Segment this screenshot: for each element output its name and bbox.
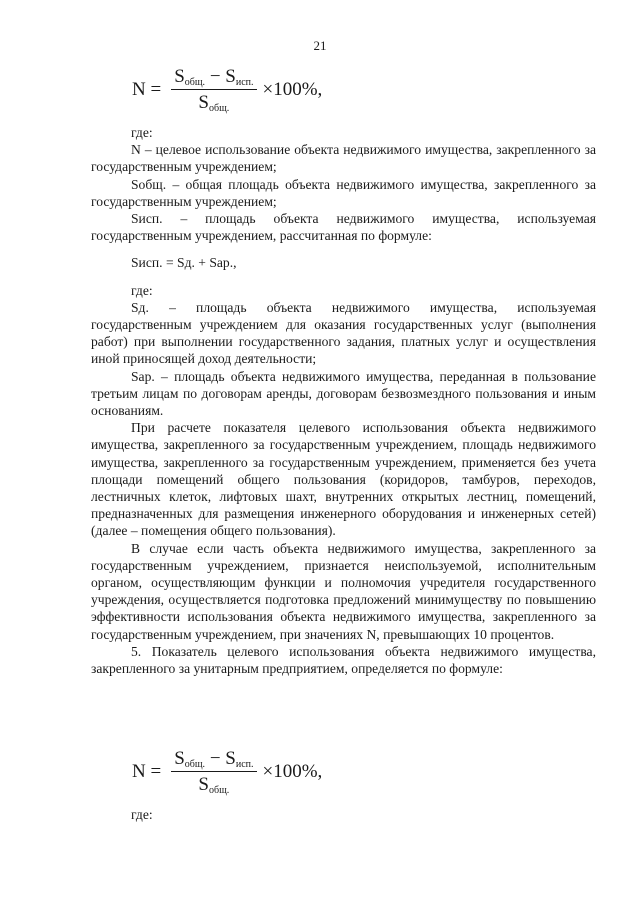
- formula-denominator: $S_{общ.}$: [198, 92, 230, 114]
- text-block-2: [91, 806, 596, 823]
- formula-n-top: [132, 66, 322, 114]
- page-number: 21: [313, 38, 327, 53]
- formula-rhs: ×100%,: [262, 79, 323, 100]
- paragraph: где:: [131, 282, 153, 298]
- paragraph: где:: [131, 125, 153, 140]
- paragraph: 5. Показатель целевого использования объекта недвижимого имущества, закрепленного за унитарным предприятием, определяется по формуле:: [91, 643, 596, 677]
- formula-fraction: [171, 66, 256, 114]
- formula-denominator: $S_{общ.}$: [198, 774, 230, 796]
- formula-rhs: ×100%,: [262, 761, 323, 782]
- formula-numerator: $S_{общ.} - S_{исп.}$: [171, 748, 256, 772]
- paragraph: N – целевое использование объекта недвижимого имущества, закрепленного за государственным учреждением;: [91, 142, 596, 175]
- paragraph: Sар. – площадь объекта недвижимого имущества, переданная в пользование третьим лицам по договорам аренды, договорам безвозмездного пользования и иным основаниям.: [91, 368, 596, 419]
- paragraph: Sд. – площадь объекта недвижимого имущества, используемая государственным учреждением для оказания государственных услуг (выполнения работ) при выполнении государственного задания, платных услуг и осуществления иной приносящей доход деятельности;: [91, 299, 596, 367]
- formula-fraction: [171, 748, 256, 796]
- paragraph: В случае если часть объекта недвижимого имущества, закрепленного за государственным учреждением, признается неиспользуемой, исполнительным органом, осуществляющим функции и полномочия учредителя государственного учреждения, осуществляется подготовка предложений минимуществу по повышению эффективности использования объекта недвижимого имущества, закрепленного за государственным учреждением, при значениях N, превышающих 10 процентов.: [91, 540, 596, 642]
- paragraph: Sобщ. – общая площадь объекта недвижимого имущества, закрепленного за государственным учреждением;: [91, 176, 596, 209]
- formula-lhs: N =: [132, 761, 162, 782]
- formula-numerator: $S_{общ.} - S_{исп.}$: [171, 66, 256, 90]
- formula-lhs: N =: [132, 79, 162, 100]
- text-block-1: [91, 124, 596, 677]
- formula-s-isp: Sисп. = Sд. + Sар.,: [131, 255, 237, 271]
- paragraph: где:: [131, 807, 153, 822]
- formula-n-bottom: [132, 748, 322, 796]
- paragraph: Sисп. – площадь объекта недвижимого имущества, используемая государственным учреждением, рассчитанная по формуле:: [91, 211, 596, 244]
- paragraph: При расчете показателя целевого использования объекта недвижимого имущества, закрепленного за государственным учреждением, площадь недвижимого имущества, закрепленного за государственным учреждением, применяется без учета площади помещений общего пользования (коридоров, тамбуров, переходов, лестничных клеток, лифтовых шахт, внутренних открытых лестниц, помещений, предназначенных для размещения инженерного оборудования и инженерных сетей) (далее – помещения общего пользования).: [91, 420, 596, 539]
